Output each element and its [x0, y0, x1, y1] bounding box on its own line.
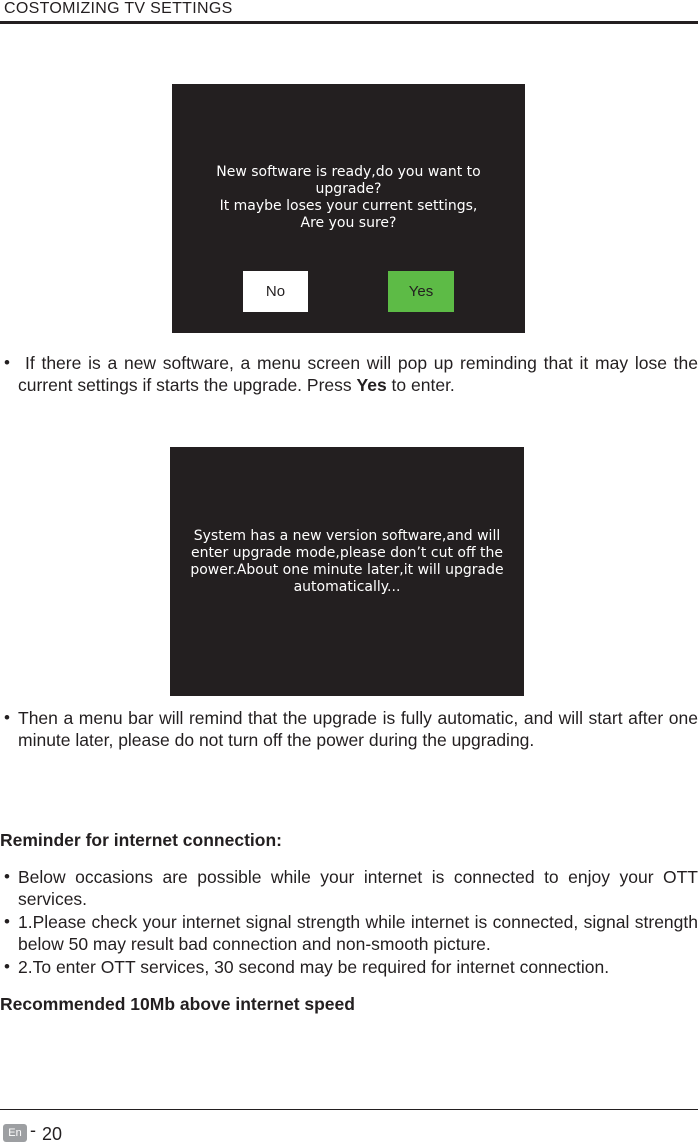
reminder-item-text: 1.Please check your internet signal strength while internet is connected, signal strength below 50 may result bad connection and non-smooth picture.	[18, 912, 698, 954]
message-line: System has a new version software,and will	[193, 528, 501, 544]
page-number-dash: -	[30, 1120, 36, 1140]
paragraph-text: Then a menu bar will remind that the upgrade is fully automatic, and will start after one minute later, please do not turn off the power during the upgrading.	[18, 708, 698, 750]
bullet-icon: •	[4, 867, 10, 886]
message-line: Are you sure?	[300, 215, 397, 231]
recommended-speed-heading: Recommended 10Mb above internet speed	[0, 994, 355, 1014]
page-number: 20	[42, 1124, 63, 1144]
yes-button[interactable]: Yes	[388, 271, 454, 312]
bullet-icon: •	[4, 912, 10, 931]
paragraph-text: If there is a new software, a menu screen will pop up reminding that it may lose the current settings if starts the upgrade. Press	[18, 353, 698, 395]
message-line: It maybe loses your current settings,	[219, 198, 478, 214]
header-rule	[0, 21, 698, 24]
message-line: automatically...	[293, 579, 401, 595]
paragraph-text: to enter.	[386, 375, 455, 395]
message-line: power.About one minute later,it will upgrade	[190, 562, 504, 578]
upgrade-confirm-message	[172, 164, 525, 232]
bullet-icon: •	[4, 957, 10, 976]
language-badge: En	[3, 1124, 27, 1142]
message-line: enter upgrade mode,please don’t cut off the	[190, 545, 504, 561]
paragraph-bold-text: Yes	[356, 375, 387, 395]
upgrade-notice-message	[170, 528, 524, 596]
bullet-icon: •	[4, 353, 10, 372]
message-line: upgrade?	[315, 181, 382, 197]
reminder-item-text: Below occasions are possible while your internet is connected to enjoy your OTT services.	[18, 867, 698, 909]
reminder-item-text: 2.To enter OTT services, 30 second may be required for internet connection.	[18, 957, 610, 977]
no-button[interactable]: No	[243, 271, 308, 312]
bullet-icon: •	[4, 708, 10, 727]
footer-rule	[0, 1109, 698, 1110]
reminder-heading: Reminder for internet connection:	[0, 830, 282, 850]
upgrade-confirm-screen	[172, 84, 525, 333]
upgrade-notice-screen	[170, 447, 524, 696]
page-header-title: COSTOMIZING TV SETTINGS	[4, 0, 233, 17]
message-line: New software is ready,do you want to	[216, 164, 481, 180]
